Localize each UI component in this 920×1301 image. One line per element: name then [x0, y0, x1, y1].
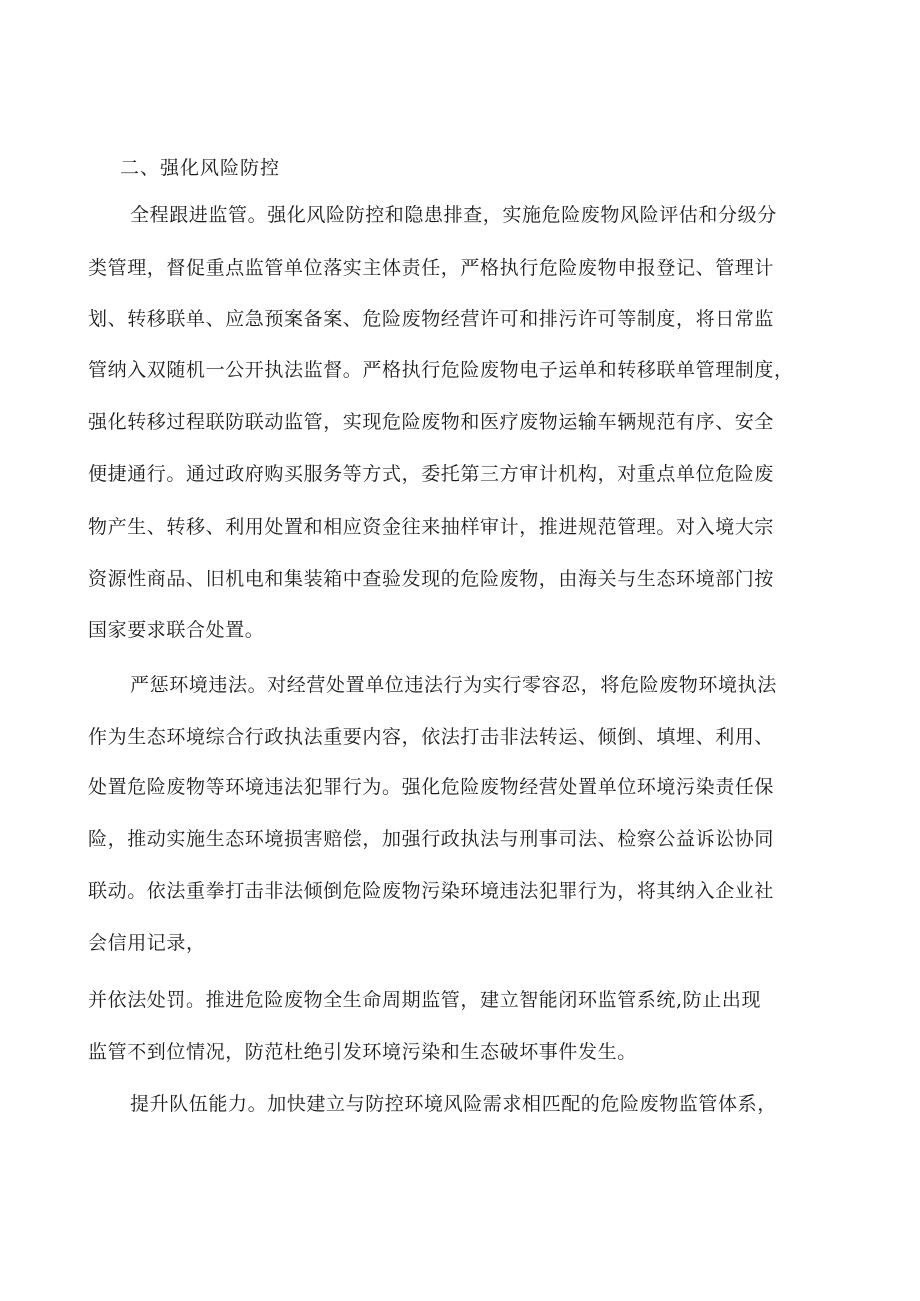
- section-heading: 二、强化风险防控: [120, 157, 281, 179]
- paragraph-2-line-3: 处置危险废物等环境违法犯罪行为。强化危险废物经营处置单位环境污染责任保: [88, 776, 775, 798]
- paragraph-2-line-4: 险，推动实施生态环境损害赔偿，加强行政执法与刑事司法、检察公益诉讼协同: [88, 828, 775, 850]
- paragraph-1-line-2: 类管理，督促重点监管单位落实主体责任，严格执行危险废物申报登记、管理计: [88, 257, 775, 279]
- paragraph-1-line-4: 管纳入双随机一公开执法监督。严格执行危险废物电子运单和转移联单管理制度，: [88, 359, 794, 381]
- paragraph-2-line-2: 作为生态环境综合行政执法重要内容，依法打击非法转运、倾倒、填埋、利用、: [88, 726, 775, 748]
- paragraph-1-line-8: 资源性商品、旧机电和集装箱中查验发现的危险废物，由海关与生态环境部门按: [88, 568, 775, 590]
- paragraph-2-line-6: 会信用记录，: [88, 932, 206, 954]
- paragraph-2-line-8: 监管不到位情况，防范杜绝引发环境污染和生态破坏事件发生。: [88, 1041, 637, 1063]
- paragraph-3-line-1: 提升队伍能力。加快建立与防控环境风险需求相匹配的危险废物监管体系，: [130, 1093, 777, 1115]
- paragraph-1-line-1: 全程跟进监管。强化风险防控和隐患排查，实施危险废物风险评估和分级分: [130, 204, 777, 226]
- paragraph-1-line-9: 国家要求联合处置。: [88, 619, 265, 641]
- paragraph-2-line-1: 严惩环境违法。对经营处置单位违法行为实行零容忍，将危险废物环境执法: [130, 674, 777, 696]
- paragraph-2-line-5: 联动。依法重拳打击非法倾倒危险废物污染环境违法犯罪行为，将其纳入企业社: [88, 880, 775, 902]
- paragraph-2-line-7: 并依法处罚。推进危险废物全生命周期监管，建立智能闭环监管系统,防止出现: [88, 989, 762, 1011]
- paragraph-1-line-5: 强化转移过程联防联动监管，实现危险废物和医疗废物运输车辆规范有序、安全: [88, 411, 775, 433]
- paragraph-1-line-6: 便捷通行。通过政府购买服务等方式，委托第三方审计机构，对重点单位危险废: [88, 463, 775, 485]
- paragraph-1-line-3: 划、转移联单、应急预案备案、危险废物经营许可和排污许可等制度，将日常监: [88, 308, 775, 330]
- paragraph-1-line-7: 物产生、转移、利用处置和相应资金往来抽样审计，推进规范管理。对入境大宗: [88, 516, 775, 538]
